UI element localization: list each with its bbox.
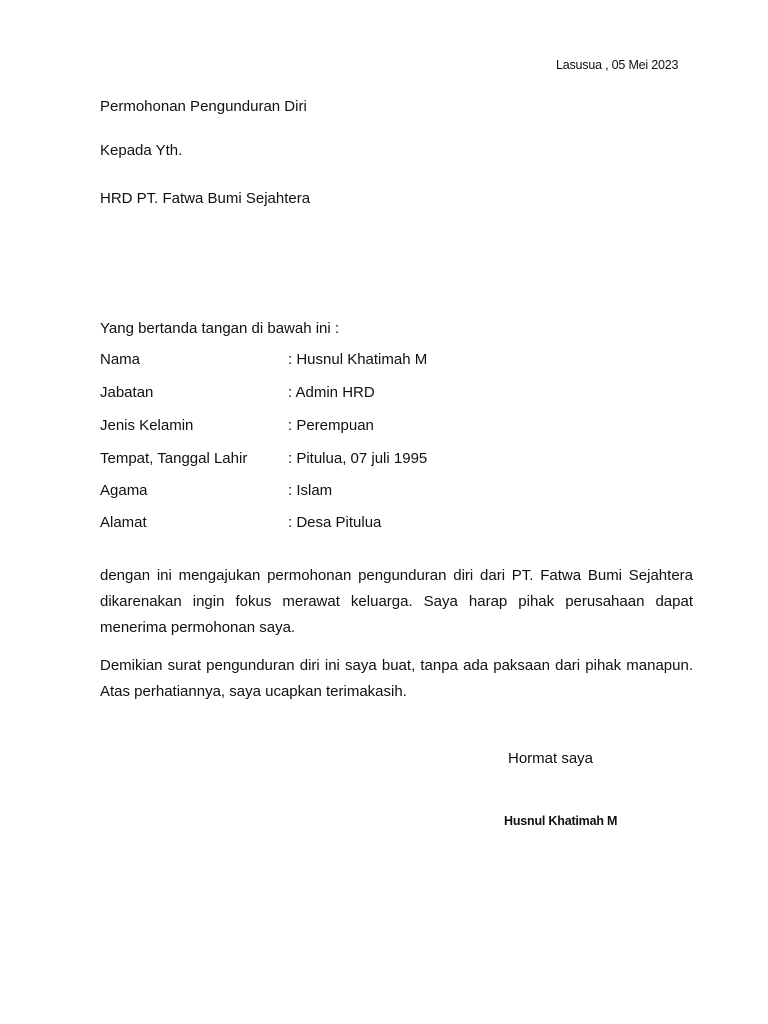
field-value: : Desa Pitulua: [288, 514, 382, 531]
field-row-alamat: [100, 514, 700, 534]
field-label: Nama: [100, 351, 141, 368]
field-row-jabatan: [100, 384, 700, 404]
place-date: Lasusua , 05 Mei 2023: [556, 58, 679, 72]
field-row-agama: [100, 482, 700, 502]
field-row-tempat-tanggal-lahir: [100, 450, 700, 470]
signer-name: Husnul Khatimah M: [504, 814, 618, 828]
field-label: Alamat: [100, 514, 147, 531]
field-label: Tempat, Tanggal Lahir: [100, 450, 248, 467]
salutation: Kepada Yth.: [100, 142, 183, 159]
field-row-nama: [100, 351, 700, 371]
recipient: HRD PT. Fatwa Bumi Sejahtera: [100, 190, 311, 207]
letter-subject: Permohonan Pengunduran Diri: [100, 98, 307, 115]
body-paragraph-1: dengan ini mengajukan permohonan pengunduran diri dari PT. Fatwa Bumi Sejahtera dikarenakan ingin fokus merawat keluarga. Saya harap pihak perusahaan dapat menerima permohonan saya.: [100, 567, 693, 636]
field-label: Agama: [100, 482, 148, 499]
field-value: : Perempuan: [288, 417, 374, 434]
closing-line: Hormat saya: [508, 750, 594, 767]
field-value: : Husnul Khatimah M: [288, 351, 428, 368]
field-row-jenis-kelamin: [100, 417, 700, 437]
field-value: : Pitulua, 07 juli 1995: [288, 450, 428, 467]
body-paragraph-2: Demikian surat pengunduran diri ini saya buat, tanpa ada paksaan dari pihak manapun. Atas perhatiannya, saya ucapkan terimakasih.: [100, 657, 693, 700]
field-value: : Islam: [288, 482, 333, 499]
intro-line: Yang bertanda tangan di bawah ini :: [100, 320, 340, 337]
field-label: Jabatan: [100, 384, 154, 401]
field-label: Jenis Kelamin: [100, 417, 194, 434]
field-value: : Admin HRD: [288, 384, 375, 401]
